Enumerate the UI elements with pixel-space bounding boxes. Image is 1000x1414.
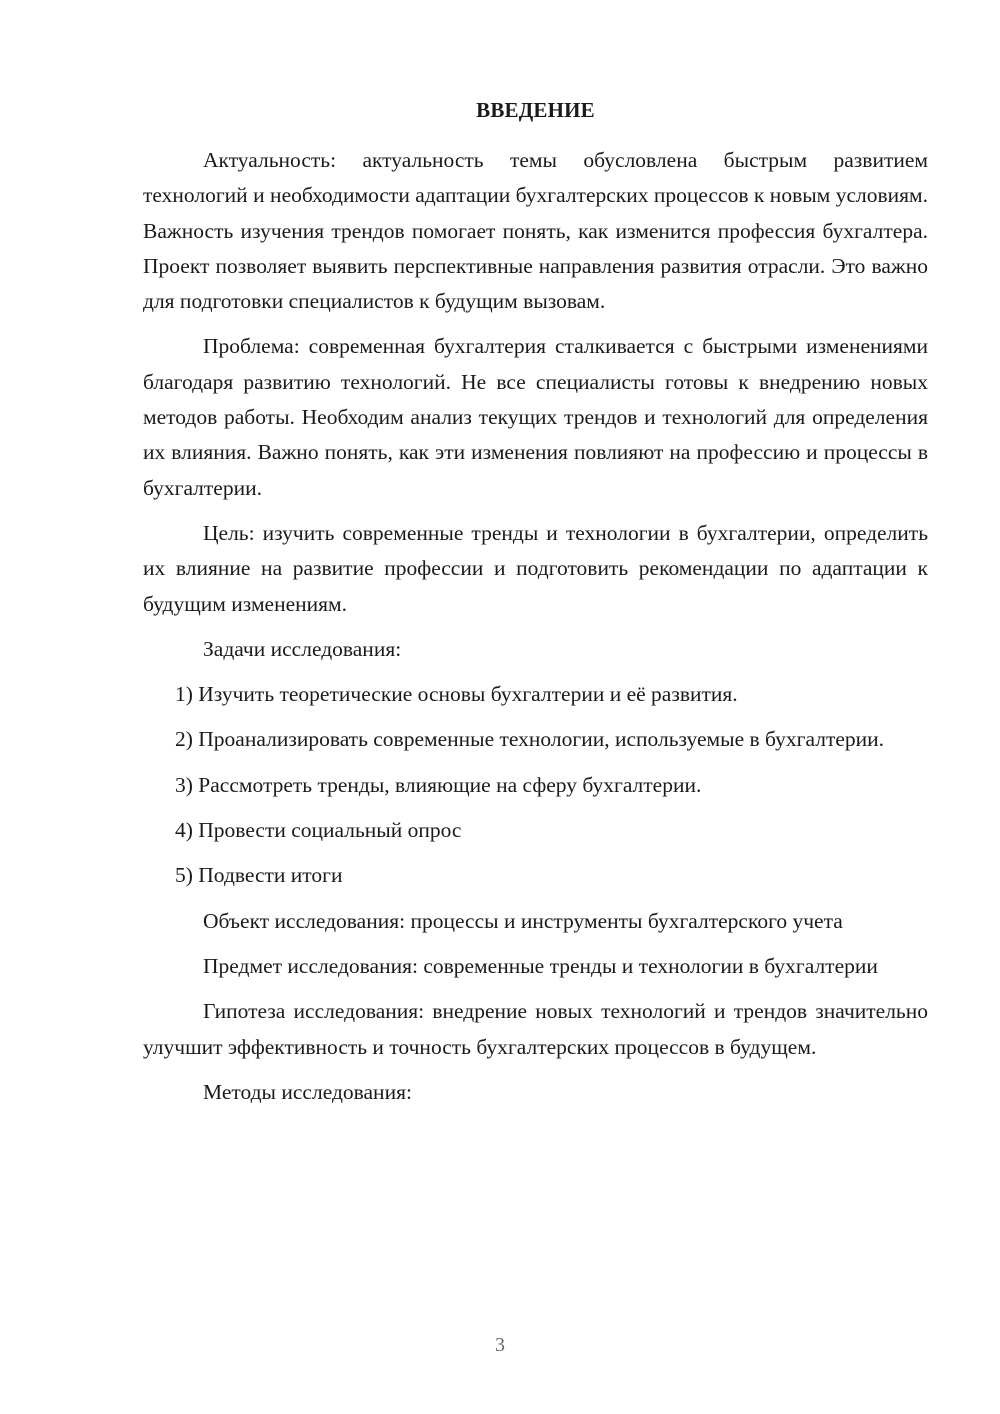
paragraph-relevance: Актуальность: актуальность темы обусловлена быстрым развитием технологий и необходимости адаптации бухгалтерских процессов к новым условиям. Важность изучения трендов помогает понять, как изменится профессия бухгалтера. Проект позволяет выявить перспективные направления развития отрасли. Это важно для подготовки специалистов к будущим вызовам.	[143, 148, 928, 314]
paragraph-problem: Проблема: современная бухгалтерия сталкивается с быстрыми изменениями благодаря развитию технологий. Не все специалисты готовы к внедрению новых методов работы. Необходим анализ текущих трендов и технологий для определения их влияния. Важно понять, как эти изменения повлияют на профессию и процессы в бухгалтерии.	[143, 334, 928, 500]
page-number: 3	[495, 1334, 505, 1356]
task-item-3: 3) Рассмотреть тренды, влияющие на сферу бухгалтерии.	[175, 772, 702, 797]
methods-heading: Методы исследования:	[203, 1079, 412, 1104]
task-item-2: 2) Проанализировать современные технологии, используемые в бухгалтерии.	[175, 727, 885, 752]
page-title: ВВЕДЕНИЕ	[476, 98, 595, 122]
document-body	[143, 143, 928, 1120]
tasks-heading: Задачи исследования:	[203, 636, 402, 661]
task-item-4: 4) Провести социальный опрос	[175, 818, 462, 843]
paragraph-goal: Цель: изучить современные тренды и технологии в бухгалтерии, определить их влияние на развитие профессии и подготовить рекомендации по адаптации к будущим изменениям.	[143, 520, 928, 616]
task-item-1: 1) Изучить теоретические основы бухгалтерии и её развития.	[175, 682, 738, 707]
paragraph-object: Объект исследования: процессы и инструменты бухгалтерского учета	[203, 908, 843, 933]
task-item-5: 5) Подвести итоги	[175, 863, 343, 888]
paragraph-hypothesis: Гипотеза исследования: внедрение новых технологий и трендов значительно улучшит эффективность и точность бухгалтерских процессов в будущем.	[143, 999, 928, 1059]
paragraph-subject: Предмет исследования: современные тренды и технологии в бухгалтерии	[203, 953, 878, 978]
